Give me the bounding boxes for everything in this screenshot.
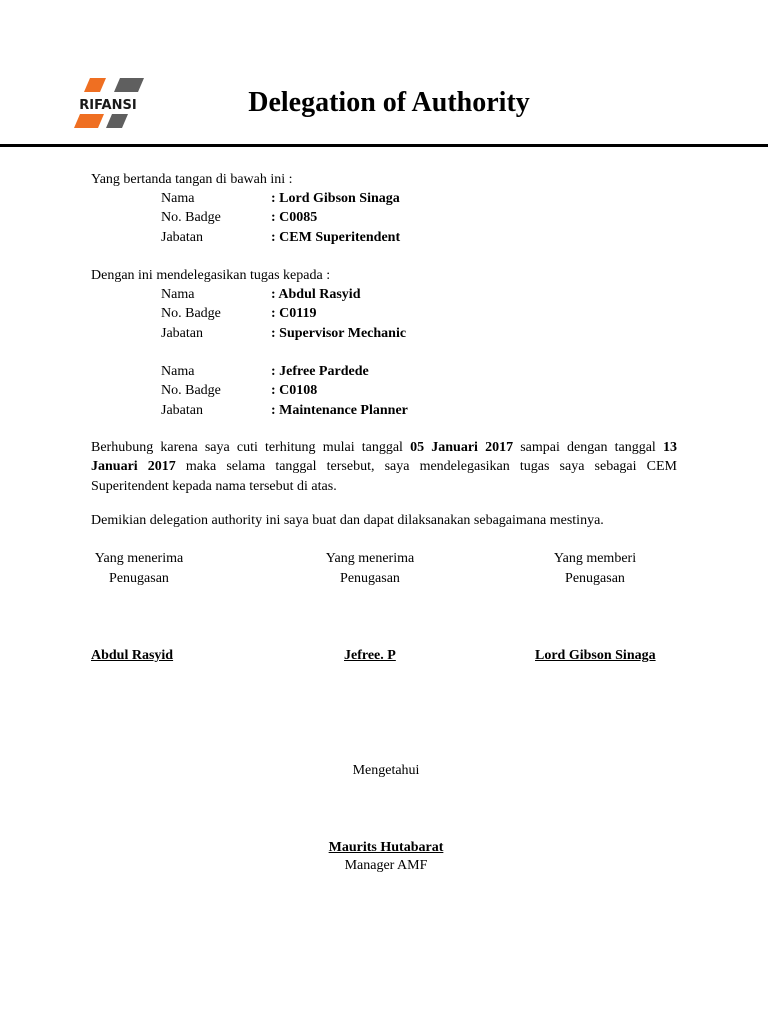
document-title: Delegation of Authority	[248, 87, 530, 118]
body-text-part1: Berhubung karena saya cuti terhitung mulai tanggal	[91, 440, 411, 455]
delegator-badge-value: : C0085	[271, 210, 318, 225]
signature-role-3-line1: Yang memberi	[553, 551, 637, 566]
signature-role-1-line2: Penugasan	[109, 571, 169, 586]
delegate-1-nama-value: : Abdul Rasyid	[271, 287, 361, 302]
delegate-1-badge-value: : C0119	[271, 306, 317, 321]
date-start: 05 Januari 2017	[410, 440, 514, 455]
signature-role-3-line2: Penugasan	[565, 571, 625, 586]
delegate-2-nama-label: Nama	[161, 364, 195, 379]
signature-name-1: Abdul Rasyid	[91, 648, 174, 663]
delegator-nama-label: Nama	[161, 191, 195, 206]
body-paragraph	[91, 438, 677, 496]
signature-name-3: Lord Gibson Sinaga	[535, 648, 656, 663]
acknowledgement-position: Manager AMF	[344, 858, 428, 873]
delegator-jabatan-label: Jabatan	[161, 230, 203, 245]
delegator-jabatan-value: : CEM Superitendent	[271, 230, 401, 245]
signature-role-1-line1: Yang menerima	[94, 551, 184, 566]
signature-role-2	[300, 549, 440, 589]
date-end: 13 Januari 2017	[91, 440, 677, 475]
delegation-intro-text: Dengan ini mendelegasikan tugas kepada :	[91, 268, 331, 283]
delegate-1-jabatan-value: : Supervisor Mechanic	[271, 326, 407, 341]
delegate-2-badge-label: No. Badge	[161, 383, 221, 398]
delegator-badge-label: No. Badge	[161, 210, 221, 225]
delegate-1-badge-label: No. Badge	[161, 306, 221, 321]
delegate-1-jabatan-label: Jabatan	[161, 326, 203, 341]
delegate-2-jabatan-label: Jabatan	[161, 403, 203, 418]
delegate-2-jabatan-value: : Maintenance Planner	[271, 403, 408, 418]
signature-role-2-line1: Yang menerima	[325, 551, 415, 566]
signature-name-2: Jefree. P	[344, 648, 396, 663]
delegate-1-nama-label: Nama	[161, 287, 195, 302]
acknowledgement-name-wrapper	[0, 839, 768, 857]
body-text-part3: maka selama tanggal tersebut, saya mendelegasikan tugas saya sebagai CEM Superitendent kepada nama tersebut di atas.	[91, 459, 677, 494]
delegate-2-badge-value: : C0108	[271, 383, 318, 398]
closing-text: Demikian delegation authority ini saya buat dan dapat dilaksanakan sebagaimana mestinya.	[91, 513, 604, 528]
signature-role-1	[69, 549, 209, 589]
intro-text: Yang bertanda tangan di bawah ini :	[91, 172, 293, 187]
acknowledgement-label: Mengetahui	[352, 763, 420, 778]
signature-role-2-line2: Penugasan	[340, 571, 400, 586]
signature-role-3	[525, 549, 665, 589]
header-divider	[0, 144, 768, 147]
body-text-part2: sampai dengan tanggal	[513, 440, 663, 455]
delegate-2-nama-value: : Jefree Pardede	[271, 364, 369, 379]
delegator-nama-value: : Lord Gibson Sinaga	[271, 191, 400, 206]
acknowledgement-name: Maurits Hutabarat	[328, 840, 444, 855]
logo-text: RIFANSI	[79, 98, 137, 113]
